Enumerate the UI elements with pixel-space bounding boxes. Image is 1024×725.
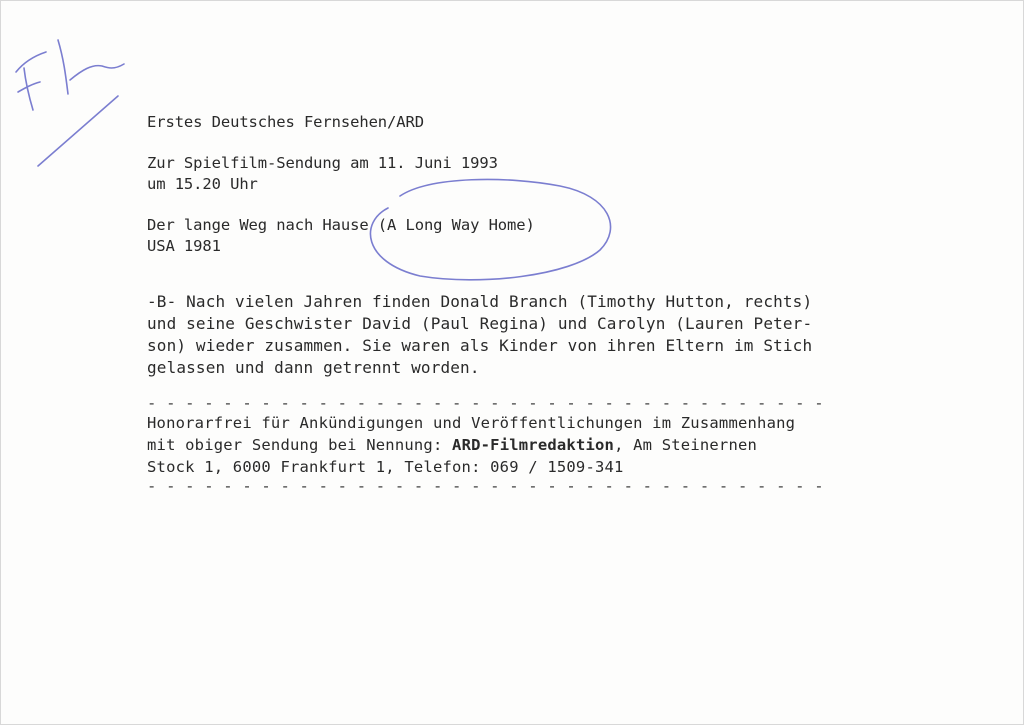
footer-line-3: Stock 1, 6000 Frankfurt 1, Telefon: 069 / 1509-341 xyxy=(147,458,624,476)
footer-line-2-prefix: mit obiger Sendung bei Nennung: xyxy=(147,436,453,454)
caption-line-1: -B- Nach vielen Jahren finden Donald Branch (Timothy Hutton, rechts) xyxy=(147,292,813,311)
caption-line-4: gelassen und dann getrennt worden. xyxy=(147,358,480,377)
footer-line-1: Honorarfrei für Ankündigungen und Veröffentlichungen im Zusammenhang xyxy=(147,414,796,432)
broadcast-date-line: Zur Spielfilm-Sendung am 11. Juni 1993 xyxy=(147,154,498,172)
caption-line-2: und seine Geschwister David (Paul Regina) und Carolyn (Lauren Peter- xyxy=(147,314,813,333)
broadcaster-line: Erstes Deutsches Fernsehen/ARD xyxy=(147,113,424,131)
footer-credit-name: ARD-Filmredaktion xyxy=(452,436,615,454)
film-title-line: Der lange Weg nach Hause (A Long Way Home) xyxy=(147,216,535,234)
country-year-line: USA 1981 xyxy=(147,237,221,255)
caption-line-3: son) wieder zusammen. Sie waren als Kinder von ihren Eltern im Stich xyxy=(147,336,813,355)
separator-top: - - - - - - - - - - - - - - - - - - - - - - - - - - - - - - - - - - - - xyxy=(147,394,824,412)
broadcast-time-line: um 15.20 Uhr xyxy=(147,175,258,193)
footer-line-2-suffix: , Am Steinernen xyxy=(614,436,758,454)
footer-line-2 xyxy=(147,434,757,456)
separator-bottom: - - - - - - - - - - - - - - - - - - - - - - - - - - - - - - - - - - - - xyxy=(147,477,824,495)
